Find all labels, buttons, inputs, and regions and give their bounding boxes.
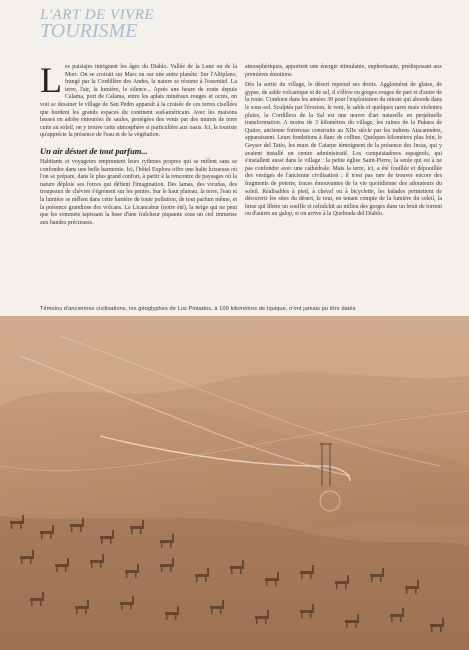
body-paragraph-right-1: atmosphériques, apportent une énergie stimulante, euphorisante, prédisposant aux premières émotions. (245, 64, 442, 78)
body-paragraph-right-2: Dès la sortie du village, le désert reprend ses droits. Agglomérat de glaise, de gypse, de sable volcanique et de sel, il s'élève en gorges rouges de part et d'autre de la route. Combien dans les années 30 pour l'exploitation du nitrate qui abonde dans le sous-sol. Sculptés par l'érosion, le vent, le sable et quelques rares mais violentes pluies, la Cordillera de la Sal est une œuvre d'art naturelle en perpétuelle transformation. A moins de 3 kilomètres du village, les ruines de la Pukara de Quitor, ancienne forteresse construite au XIIe siècle par les indiens Atacameños, apparaissent. Leurs fondations à flanc de colline. Quelques kilomètres plus loin, le Geyser del Tatio, les murs de Catarpe témoignent de la présence des Incas, qui y avaient installé un centre administratif. Les conquistadores espagnols, qui s'installent aussi dans le village : la petite église Saint-Pierre, la seule qui est à ne pas confondre avec une cathédrale. Mais la terre, ici, a été fouillée et dépouillée des vestiges de l'ancienne civilisation ; il n'est pas rare de trouver encore des fragments de poterie, traces émouvantes de la vie quotidienne des adorateurs du soleil. Réalisables à pied, à cheval ou à bicyclette, les balades permettent de découvrir les sites du désert, le tout, en tenant compte de la lumière du soleil, la brise qui libère un souffle et rafraîchit au milieu des gorges dans un bruit de torrent ou d'autres au galop, si on arrive à la Quebrada del Diablo. (245, 82, 442, 218)
intro-paragraph (40, 60, 237, 140)
article-subhead: Un air désuet de tout parfum... (40, 145, 148, 156)
photo-caption: Témoins d'anciennes civilisations, les géoglyphes de Los Pintados, à 100 kilomètres de Iquique, n'ont jamais pu être datés (40, 306, 356, 312)
article-column-left (40, 60, 237, 230)
intro-text: es paisiajes intriguent les âges du Diablo. Vallée de la Lune ou de la Mort. On se croirait sur Mars ou sur une autre planète. Sur l'Altiplano, frangé par la Cordillère des Andes, la nature se résume à l'essentiel. La terre, l'air, la lumière, le silence... Après une heure de route depuis Calama, port de Calama, entre les aplats minéraux rouges et ocres, on voit se dessiner le village de San Pedro apparaît à la croisée de ces terres cisellées que bordent les grands espaces du continent sud-américain. Avec les maisons basses en adobe entourées de saules, protégées des vents par des murets de terre cuite au soleil, on y trouve cette atmosphère si particulière aux oasis. Ici, la touriste qu'apprécie la présence de l'eau et de la végétation. (40, 64, 237, 139)
article-column-right (245, 64, 442, 222)
dropcap: L (40, 60, 62, 100)
geoglyph-photo (0, 316, 469, 650)
section-title: TOURISME (40, 20, 138, 42)
page-header (40, 8, 154, 41)
body-paragraph-left: Habitants et voyageurs empruntent leurs rythmes propres qui se mêlent sans se confondre dans une belle harmonie. Ici, l'hôtel Explora offre une halte luxueuse où l'on se prépare, dans le plus grand confort, à partir à la rencontre de paysages où la nature déploie ses forces qui défient l'imagination. Des lamas, des vicuñas, des troupeaux de chèvres s'égrènent sur les pentes. Sur le haut plateau, la terre, l'eau et la lumière se mêlent dans cette lumière de toute pollution, de tout parfum même, et la présence grandiose des volcans. Le Licancabur (notre été), la neige qui ne peut que les sommets tapissant la base d'une fraîcheur piquante sous un ciel immense aux bandes précieuses. (40, 158, 237, 226)
section-kicker: L'ART DE VIVRE (40, 7, 155, 23)
